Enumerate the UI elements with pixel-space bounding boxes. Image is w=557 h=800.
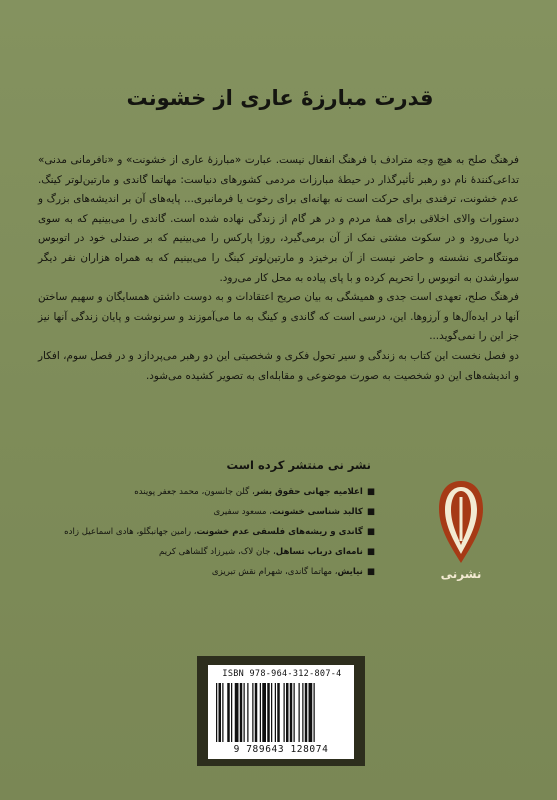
cover-title: قدرت مبارزهٔ عاری از خشونت: [126, 86, 434, 110]
book-authors: ، مسعود سفیری: [213, 507, 272, 517]
bullet-icon: ■: [366, 487, 375, 497]
list-item: [75, 562, 375, 582]
book-authors: ، گلن جانسون، محمد جعفر پوینده: [134, 487, 255, 497]
barcode-digits: 9 789643 128074: [233, 744, 329, 755]
book-authors: ، جان لاک، شیرزاد گلشاهی کریم: [158, 547, 276, 557]
barcode-icon: [216, 683, 346, 742]
isbn-label: ISBN 978-964-312-807-4: [222, 669, 342, 679]
book-title: نامه‌ای درباب تساهل: [275, 547, 363, 557]
book-title: نیایش: [337, 567, 363, 577]
publisher-logo-icon: [437, 479, 485, 565]
book-authors: ، رامین جهانبگلو، هادی اسماعیل زاده: [64, 527, 197, 537]
book-title: کالبد شناسی خشونت: [271, 507, 363, 517]
publisher-logo-caption: نشرنی: [440, 567, 482, 581]
published-books-heading: نشر نی منتشر کرده است: [226, 458, 371, 472]
book-title: اعلامیه جهانی حقوق بشر: [254, 487, 363, 497]
list-item: [64, 522, 375, 542]
bullet-icon: ■: [366, 567, 375, 577]
bullet-icon: ■: [366, 507, 375, 517]
blurb-paragraph-3: دو فصل نخست این کتاب به زندگی و سیر تحول فکری و شخصیتی این دو رهبر می‌پردازد و در فصل سوم، افکار و اندیشه‌های این دو شخصیت به صورت موضوعی و مقابله‌ای به تصویر کشیده می‌شود.: [38, 349, 519, 382]
bullet-icon: ■: [366, 527, 375, 537]
book-authors: ، مهاتما گاندی، شهرام نقش تبریزی: [211, 567, 338, 577]
blurb-text: [38, 151, 519, 386]
published-books-list: [64, 482, 375, 582]
book-title: گاندی و ریشه‌های فلسفی عدم خشونت: [196, 527, 363, 537]
list-item: [75, 482, 375, 502]
bullet-icon: ■: [366, 547, 375, 557]
blurb-paragraph-2: فرهنگ صلح، تعهدی است جدی و همیشگی به بیان صریح اعتقادات و به دوست داشتن همسایگان و سهیم ساختن آنها در ایده‌آل‌ها و آرزوها. این، درسی است که گاندی و کینگ به ما می‌آموزند و سرنوشت و پایان زندگی آنها نیز جز این را نمی‌گوید...: [38, 291, 519, 343]
list-item: [75, 502, 375, 522]
list-item: [75, 542, 375, 562]
blurb-paragraph-1: فرهنگ صلح به هیچ وجه مترادف با فرهنگ انفعال نیست. عبارت «مبارزهٔ عاری از خشونت» و «نافرمانی مدنی» تداعی‌کنندهٔ نام دو رهبر تأثیرگذار در حیطهٔ مبارزات مردمی کشورهای دنیاست: مهاتما گاندی و مارتین‌لوتر کینگ. عدم خشونت، ترفندی برای حرکت است نه بهانه‌ای برای رخوت یا فرمانبری... پایه‌های آن بر اندیشه‌های بزرگ و دستورات والای اخلاقی برای همهٔ مردم و در هر گام از زندگی نهاده شده است. گاندی را می‌بینیم که به سوی دریا می‌رود و در سکوت مشتی نمک از آن برمی‌گیرد، روزا پارکس را می‌بینیم که بر صندلی خود در اتوبوس مونتگامری نشسته و حاضر نیست از آن برخیزد و مارتین‌لوتر کینگ را می‌بینیم که به همراه هزاران نفر دیگر سوارشدن به اتوبوس را تحریم کرده و با پای پیاده به محل کار می‌رود.: [38, 154, 519, 284]
